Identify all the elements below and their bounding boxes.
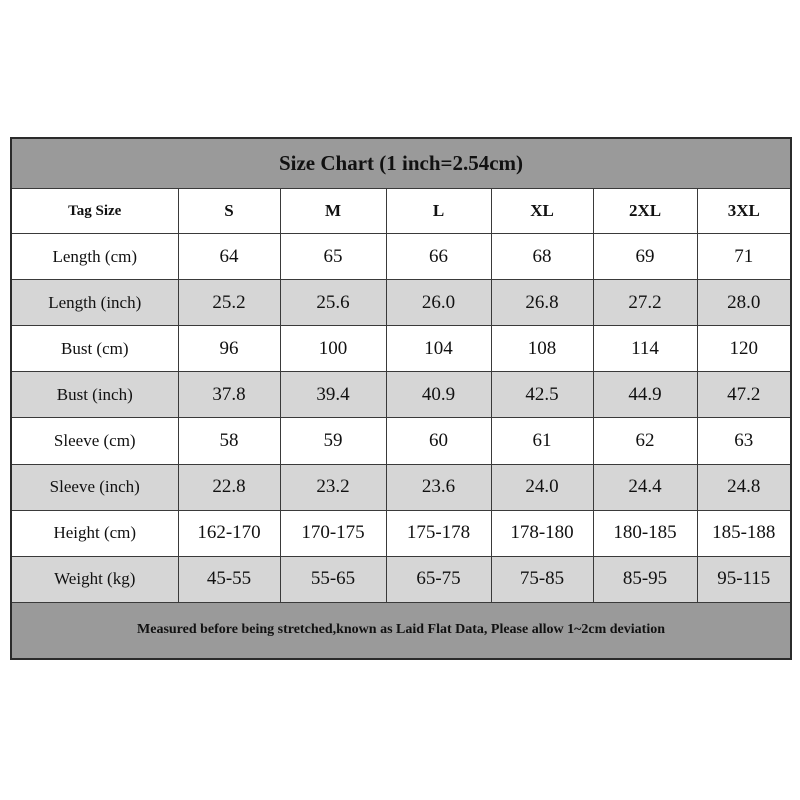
table-cell: 185-188 [697,510,791,556]
table-row [11,326,791,372]
header-size-m: M [280,189,386,234]
footer-note: Measured before being stretched,known as Laid Flat Data, Please allow 1~2cm deviation [11,602,791,659]
header-size-xl: XL [491,189,593,234]
row-label: Bust (cm) [11,326,178,372]
size-chart-table [10,137,792,660]
table-cell: 95-115 [697,556,791,602]
table-cell: 37.8 [178,372,280,418]
header-row [11,189,791,234]
table-cell: 24.8 [697,464,791,510]
row-label: Weight (kg) [11,556,178,602]
table-cell: 47.2 [697,372,791,418]
table-row [11,556,791,602]
table-cell: 175-178 [386,510,491,556]
table-cell: 104 [386,326,491,372]
table-cell: 61 [491,418,593,464]
table-row [11,418,791,464]
table-cell: 71 [697,234,791,280]
table-cell: 25.2 [178,280,280,326]
table-cell: 63 [697,418,791,464]
table-cell: 66 [386,234,491,280]
table-cell: 64 [178,234,280,280]
table-cell: 85-95 [593,556,697,602]
table-cell: 39.4 [280,372,386,418]
table-cell: 23.2 [280,464,386,510]
row-label: Length (cm) [11,234,178,280]
table-cell: 170-175 [280,510,386,556]
header-size-s: S [178,189,280,234]
table-cell: 22.8 [178,464,280,510]
table-cell: 62 [593,418,697,464]
table-cell: 60 [386,418,491,464]
table-cell: 75-85 [491,556,593,602]
row-label: Sleeve (cm) [11,418,178,464]
table-cell: 40.9 [386,372,491,418]
table-cell: 120 [697,326,791,372]
row-label: Sleeve (inch) [11,464,178,510]
table-cell: 25.6 [280,280,386,326]
table-cell: 108 [491,326,593,372]
table-cell: 100 [280,326,386,372]
table-cell: 23.6 [386,464,491,510]
row-label: Length (inch) [11,280,178,326]
table-row [11,280,791,326]
table-cell: 65-75 [386,556,491,602]
header-size-l: L [386,189,491,234]
row-label: Height (cm) [11,510,178,556]
table-cell: 178-180 [491,510,593,556]
table-cell: 58 [178,418,280,464]
table-cell: 59 [280,418,386,464]
header-size-2xl: 2XL [593,189,697,234]
header-size-3xl: 3XL [697,189,791,234]
table-cell: 42.5 [491,372,593,418]
table-cell: 162-170 [178,510,280,556]
table-cell: 44.9 [593,372,697,418]
table-cell: 24.4 [593,464,697,510]
table-cell: 96 [178,326,280,372]
row-label: Bust (inch) [11,372,178,418]
title-row [11,138,791,189]
table-cell: 114 [593,326,697,372]
table-row [11,464,791,510]
table-cell: 28.0 [697,280,791,326]
table-cell: 180-185 [593,510,697,556]
table-row [11,234,791,280]
table-cell: 26.0 [386,280,491,326]
chart-title: Size Chart (1 inch=2.54cm) [11,138,791,189]
table-cell: 55-65 [280,556,386,602]
table-row [11,372,791,418]
table-cell: 45-55 [178,556,280,602]
table-cell: 68 [491,234,593,280]
table-cell: 24.0 [491,464,593,510]
table-row [11,510,791,556]
table-cell: 27.2 [593,280,697,326]
table-cell: 26.8 [491,280,593,326]
footer-row [11,602,791,659]
header-tag-size: Tag Size [11,189,178,234]
table-cell: 65 [280,234,386,280]
table-cell: 69 [593,234,697,280]
